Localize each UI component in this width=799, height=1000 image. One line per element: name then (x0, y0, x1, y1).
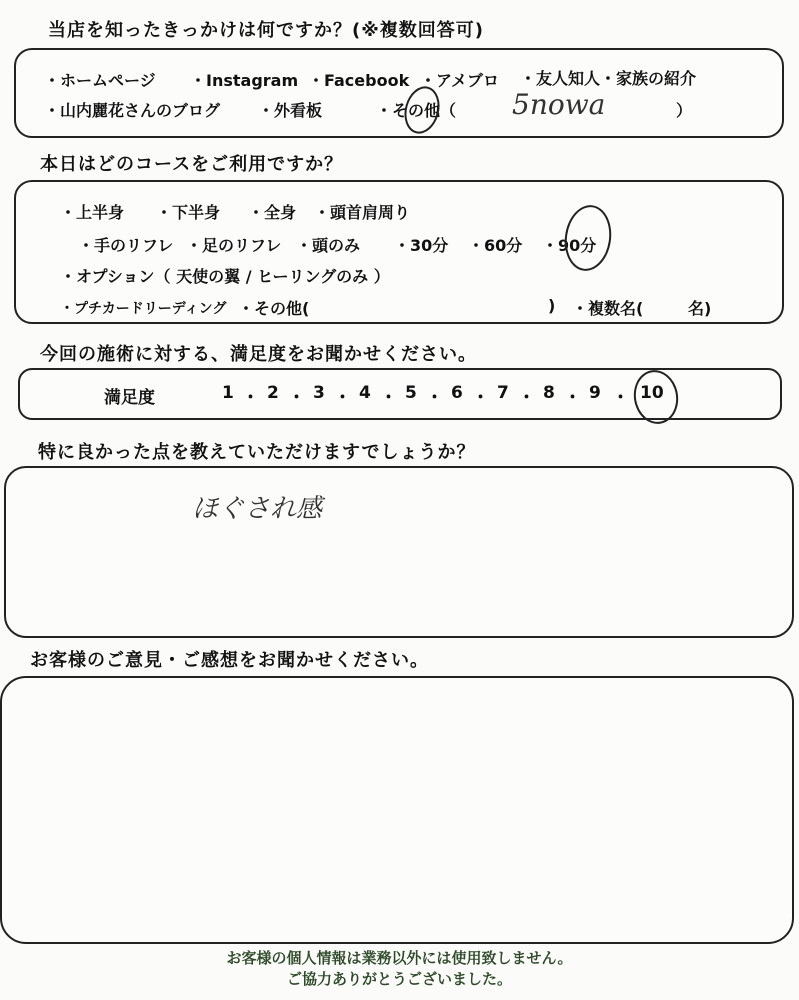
privacy-notice: お客様の個人情報は業務以外には使用致しません。 (226, 949, 573, 967)
option-blog[interactable]: ・山内麗花さんのブログ (44, 101, 221, 120)
course-90min[interactable]: ・90分 (542, 236, 597, 255)
course-option[interactable]: ・オプション（ 天使の翼 / ヒーリングのみ ） (60, 267, 390, 286)
score-8[interactable]: 8 (543, 383, 555, 403)
course-foot-reflex[interactable]: ・足のリフレ (186, 236, 282, 255)
score-3[interactable]: 3 (313, 383, 325, 403)
handwritten-other-answer: 5nowa (512, 88, 606, 121)
score-separator: ・ (518, 388, 535, 408)
score-separator: ・ (380, 388, 397, 408)
score-separator: ・ (242, 388, 259, 408)
course-petit-card-reading[interactable]: ・プチカードリーディング (60, 301, 227, 317)
question-4-answer-box[interactable] (4, 466, 794, 638)
question-1-box (14, 48, 784, 138)
score-separator: ・ (426, 388, 443, 408)
score-separator: ・ (564, 388, 581, 408)
course-head-neck-shoulder[interactable]: ・頭首肩周り (314, 203, 411, 222)
option-signboard[interactable]: ・外看板 (258, 101, 323, 120)
question-5-title: お客様のご意見・ご感想をお聞かせください。 (30, 650, 429, 671)
handwritten-good-point: ほぐされ感 (192, 494, 323, 524)
score-5[interactable]: 5 (405, 383, 417, 403)
course-other[interactable]: ・その他( (238, 299, 310, 318)
score-4[interactable]: 4 (359, 383, 371, 403)
course-head-only[interactable]: ・頭のみ (296, 236, 361, 255)
score-separator: ・ (472, 388, 489, 408)
course-full-body[interactable]: ・全身 (248, 203, 297, 222)
option-facebook[interactable]: ・Facebook (308, 71, 410, 90)
course-30min[interactable]: ・30分 (394, 236, 449, 255)
course-60min[interactable]: ・60分 (468, 236, 523, 255)
score-separator: ・ (612, 388, 629, 408)
score-9[interactable]: 9 (589, 383, 601, 403)
course-multiple-count-suffix: 名) (688, 299, 712, 318)
course-other-close: ) (548, 296, 556, 315)
question-5-answer-box[interactable] (0, 676, 794, 944)
score-6[interactable]: 6 (451, 383, 463, 403)
question-4-title: 特に良かった点を教えていただけますでしょうか？ (38, 442, 476, 463)
score-2[interactable]: 2 (267, 383, 279, 403)
option-instagram[interactable]: ・Instagram (190, 71, 299, 90)
option-homepage[interactable]: ・ホームページ (44, 71, 156, 90)
score-1[interactable]: 1 (222, 383, 234, 403)
score-7[interactable]: 7 (497, 383, 509, 403)
question-3-title: 今回の施術に対する、満足度をお聞かせください。 (40, 344, 477, 365)
score-separator: ・ (288, 388, 305, 408)
satisfaction-label: 満足度 (104, 388, 155, 408)
question-1-title: 当店を知ったきっかけは何ですか？(※複数回答可) (48, 20, 484, 41)
course-lower-body[interactable]: ・下半身 (156, 203, 221, 222)
course-upper-body[interactable]: ・上半身 (60, 203, 125, 222)
option-other[interactable]: ・その他（ (376, 101, 457, 120)
option-friend-referral[interactable]: ・友人知人・家族の紹介 (520, 69, 697, 88)
option-other-close: ） (676, 101, 693, 120)
thanks-message: ご協力ありがとうございました。 (286, 970, 512, 988)
score-10[interactable]: 10 (640, 383, 664, 403)
course-multiple[interactable]: ・複数名( (572, 299, 644, 318)
course-hand-reflex[interactable]: ・手のリフレ (78, 236, 174, 255)
score-separator: ・ (334, 388, 351, 408)
question-2-title: 本日はどのコースをご利用ですか？ (40, 154, 344, 175)
option-ameblo[interactable]: ・アメブロ (420, 71, 500, 90)
